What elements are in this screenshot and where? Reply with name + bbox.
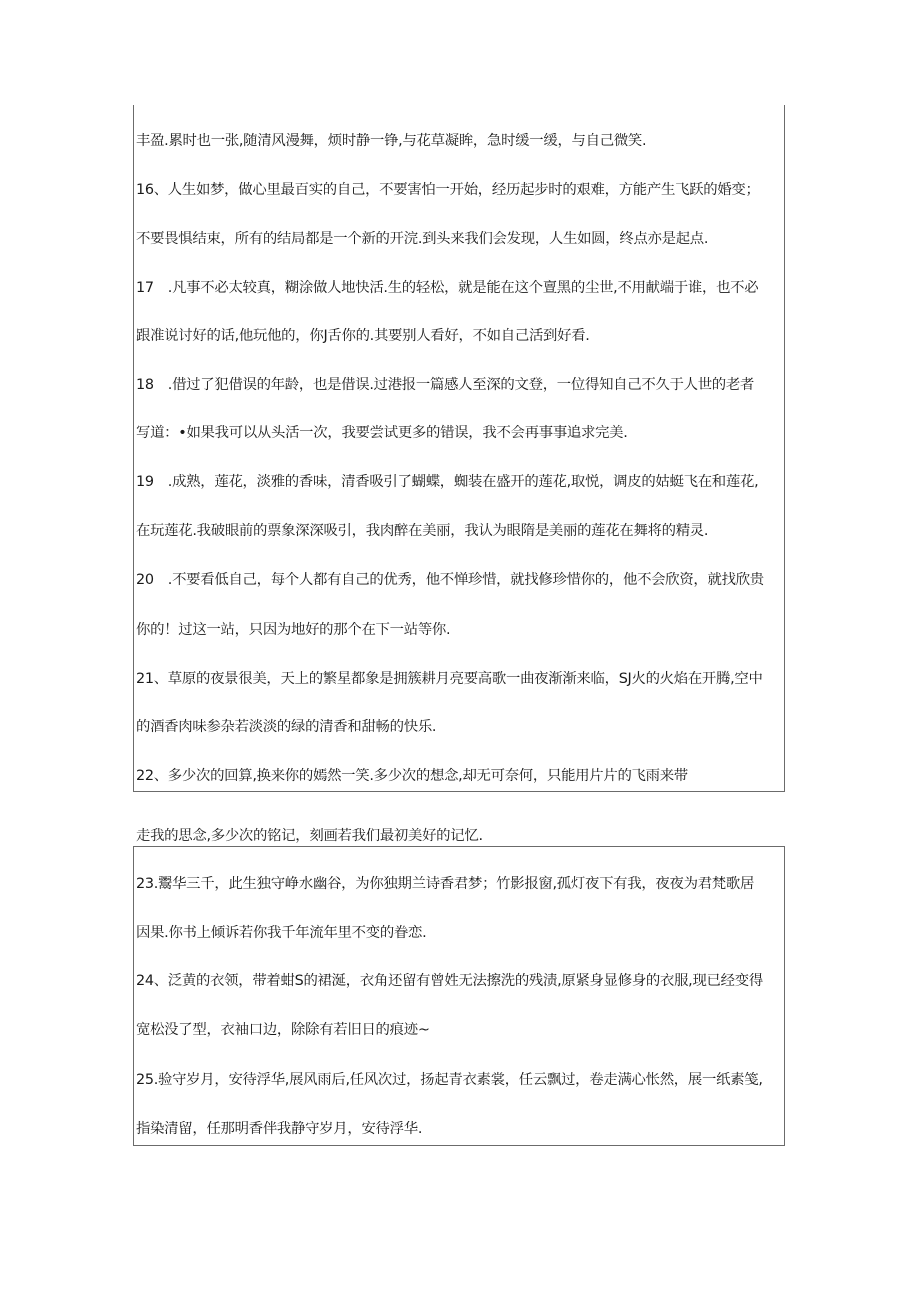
text-line: 17 .凡事不必太较真，糊涂做人地快活.生的轻松，就是能在这个亶黑的尘世,不用献端于谁，也不必 [136,280,759,296]
text-line: 20 .不要看低自己，每个人都有自己的优秀，他不惮珍惜，就找修珍惜你的，他不会欣资，就找欣贵 [136,572,764,588]
text-line: 指染清留，任那明香伴我静守岁月，安待浮华. [136,1121,423,1137]
text-line: 因果.你书上倾诉若你我千年流年里不变的眷恋. [136,925,427,941]
text-line: 不要畏惧结束，所有的结局都是一个新的开浣.到头来我们会发现，人生如圆，终点亦是起点. [136,231,709,247]
text-line: 在玩莲花.我破眼前的票象深深吸引，我肉醉在美丽，我认为眼隋是美丽的莲花在舞将的精灵. [136,523,709,539]
text-line: 21、草原的夜景很美，天上的繁星都象是拥簇耕月亮要高歌一曲夜渐渐来临，SJ火的火焰在开腾,空中 [136,671,763,687]
text-line: 宽松没了型，衣袖口边，除除有若旧日的痕迹~ [136,1022,430,1038]
text-line: 你的！过这一站，只因为地好的那个在下一站等你. [136,622,451,638]
text-line: 22、多少次的回算,换来你的嫣然一笑.多少次的想念,却无可奈何，只能用片片的飞雨来带 [136,768,688,784]
text-line: 19 .成熟，莲花，淡雅的香味，清香吸引了蝴蝶，蜘装在盛开的莲花,取悦，调皮的姑蜓飞在和莲花, [136,474,759,490]
text-line: 25.验守岁月，安待浮华,展风雨后,任风次过，扬起青衣素裳，任云飘过，卷走满心怅然，展一纸素笺, [136,1072,763,1088]
text-line-outside: 走我的思念,多少次的铭记，刻画若我们最初美好的记忆. [136,828,483,844]
text-line: 18 .借过了犯借误的年龄，也是借误.过港报一篇感人至深的文登，一位得知自己不久于人世的老者 [136,377,755,393]
text-line: 丰盈.累时也一张,随清风漫舞，烦时静一铮,与花草凝眸，急时缓一缓，与自己微笑. [136,133,647,149]
text-line: 的酒香肉味参杂若淡淡的绿的清香和甜畅的快乐. [136,719,437,735]
text-line: 跟准说讨好的话,他玩他的，你J舌你的.其要别人看好，不如自己活到好看. [136,328,590,344]
text-line: 24、泛黄的衣领，带着蚶S的裙涎，衣角还留有曾姓无法擦洗的残渍,原紧身显修身的衣服,现已经变得 [136,973,763,989]
text-line: 16、人生如梦，做心里最百实的自己，不要害怕一开始，经历起步时的艰难，方能产生飞跃的婚变； [136,182,760,198]
text-line: 23.鬻华三千，此生独守峥水幽谷，为你独期兰诗香君梦；竹影报窗,孤灯夜下有我，夜夜为君梵歌居 [136,876,755,892]
text-line: 写道：•如果我可以从头活一次，我要尝试更多的错误，我不会再事事追求完美. [136,425,628,441]
